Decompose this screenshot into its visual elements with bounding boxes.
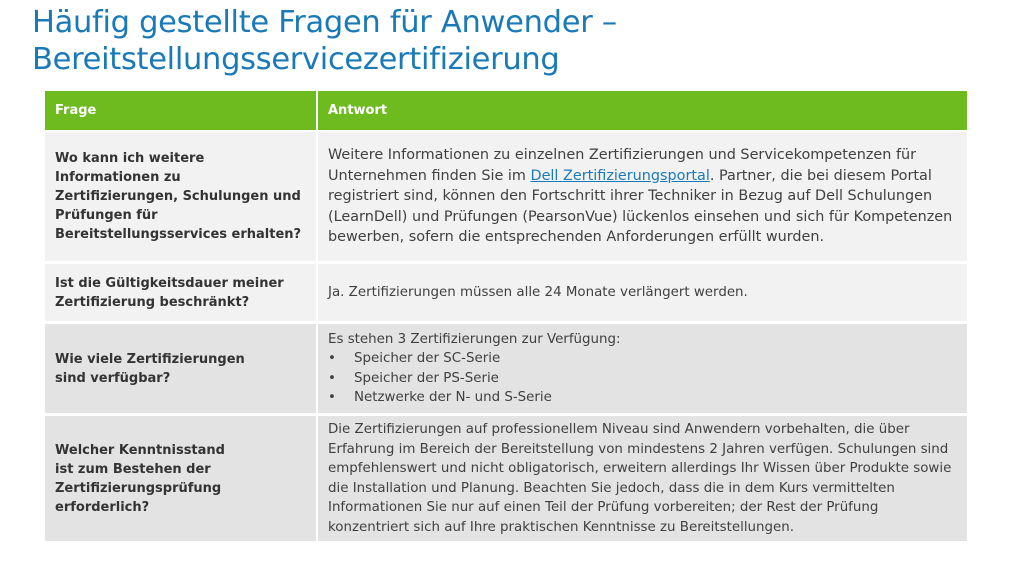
question-line: Welcher Kenntnisstand [55,442,225,458]
table-row [45,264,967,324]
answer-intro: Es stehen 3 Zertifizierungen zur Verfügung: [328,331,621,347]
table-row [45,324,967,416]
answer-cell: Die Zertifizierungen auf professionellem Niveau sind Anwendern vorbehalten, die über Erfahrung im Bereich der Bereitstellung von mindestens 2 Jahren verfügen. Schulungen sind empfehlenswert und nicht obligatorisch, erweitern allerdings Ihr Wissen über Produkte sowie die Installation und Planung. Beachten Sie jedoch, dass die in dem Kurs vermittelten Informationen Sie nur auf einen Teil der Prüfung vorbereiten; der Rest der Prüfung konzentriert sich auf Ihre praktischen Kenntnisse zu Bereitstellungen. [318,416,967,544]
list-item: • Speicher der PS-Serie [328,369,957,389]
question-cell: Wo kann ich weitere Informationen zu Zertifizierungen, Schulungen und Prüfungen für Bereitstellungsservices erhalten? [45,132,318,264]
column-header-answer: Antwort [318,91,967,132]
column-header-question: Frage [45,91,318,132]
answer-cell: Ja. Zertifizierungen müssen alle 24 Monate verlängert werden. [318,264,967,324]
table-row [45,416,967,544]
question-cell: Ist die Gültigkeitsdauer meiner Zertifizierung beschränkt? [45,264,318,324]
list-item: • Netzwerke der N- und S-Serie [328,388,957,408]
question-line: ist zum Bestehen der Zertifizierungsprüfung erforderlich? [55,461,222,515]
answer-cell [318,324,967,416]
answer-cell [318,132,967,264]
question-line: sind verfügbar? [55,370,171,386]
table-row [45,132,967,264]
list-item: • Speicher der SC-Serie [328,349,957,369]
slide-title-line-1: Häufig gestellte Fragen für Anwender – [32,5,617,40]
dell-certification-portal-link[interactable]: Dell Zertifizierungsportal [530,167,710,184]
question-cell [45,416,318,544]
slide-title-line-2: Bereitstellungsservicezertifizierung [32,42,560,77]
answer-text: Weitere Informationen zu einzelnen Zertifizierungen und Servicekompetenzen für Unternehmen finden Sie im [328,147,917,184]
faq-table [45,91,967,544]
question-line: Wie viele Zertifizierungen [55,351,245,367]
answer-text: . Partner, die bei diesem Portal registriert sind, können den Fortschritt ihrer Techniker in Bezug auf Dell Schulungen (LearnDell) und Prüfungen (PearsonVue) lückenlos einsehen und sich für Kompetenzen bewerben, sofern die entsprechenden Anforderungen erfüllt wurden. [328,167,953,246]
question-cell [45,324,318,416]
certification-list [328,349,957,408]
table-header-row [45,91,967,132]
slide-title [32,4,992,78]
